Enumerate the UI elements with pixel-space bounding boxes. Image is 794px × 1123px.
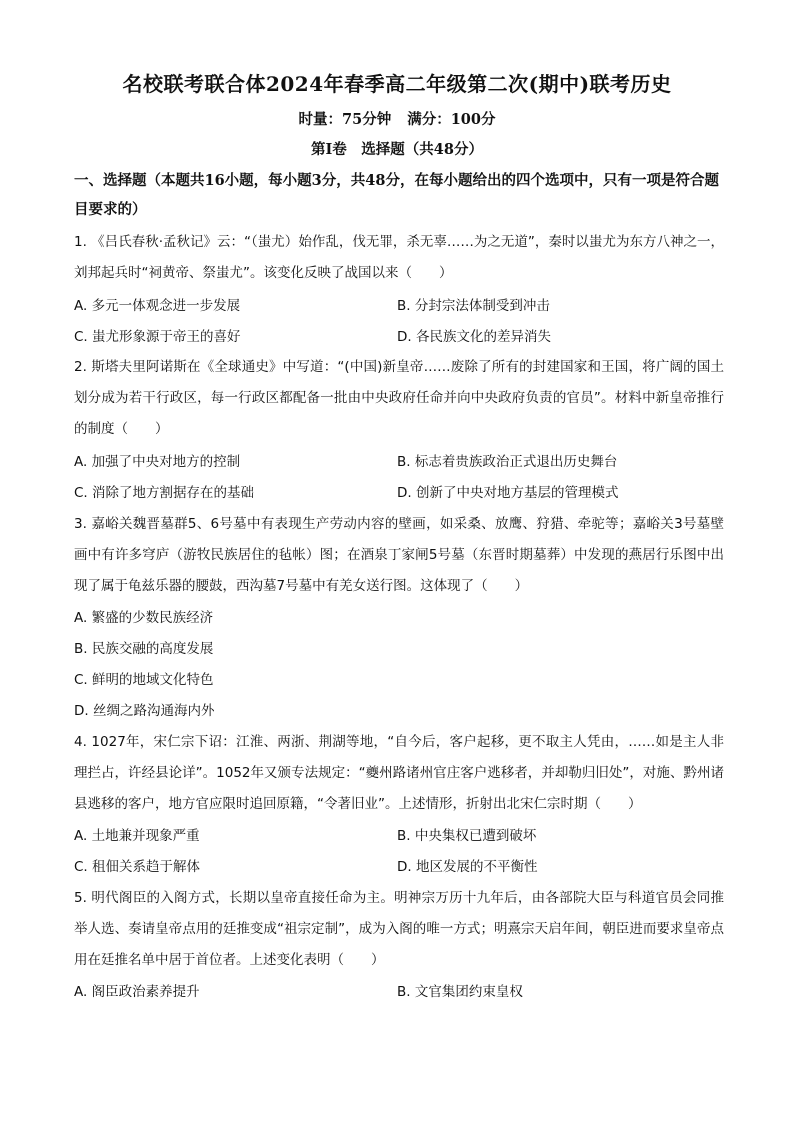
- question-5-option-b: B. 文官集团约束皇权: [397, 984, 523, 1000]
- exam-title: 名校联考联合体2024年春季高二年级第二次(期中)联考历史: [122, 72, 672, 96]
- question-4-option-b: B. 中央集权已遭到破坏: [397, 828, 537, 844]
- question-4-option-a: A. 土地兼并现象严重: [74, 828, 200, 844]
- question-4-option-d: D. 地区发展的不平衡性: [397, 859, 538, 875]
- question-4-option-c: C. 租佃关系趋于解体: [74, 859, 201, 875]
- question-4-stem: 4. 1027年，宋仁宗下诏：江淮、两浙、荆湖等地，“自今后，客户起移，更不取主人凭由，……如是主人非理拦占，许经县论详”。1052年又颁专法规定：“夔州路诸州官庄客户逃移者，并却勒归旧处”，对施、黔州诸县逃移的客户，地方官应限时追回原籍，“令著旧业”。上述情形，折射出北宋仁宗时期（ ）: [74, 734, 724, 812]
- question-3-option-b: B. 民族交融的高度发展: [74, 641, 214, 657]
- exam-time: 时量：75分钟: [298, 111, 392, 128]
- question-3-stem: 3. 嘉峪关魏晋墓群5、6号墓中有表现生产劳动内容的壁画，如采桑、放鹰、狩猎、牵驼等；嘉峪关3号墓壁画中有许多穹庐（游牧民族居住的毡帐）图；在酒泉丁家闸5号墓（东晋时期墓葬）中发现的燕居行乐图中出现了属于龟兹乐器的腰鼓，西沟墓7号墓中有羌女送行图。这体现了（ ）: [74, 516, 724, 594]
- question-1-option-b: B. 分封宗法体制受到冲击: [397, 298, 550, 314]
- question-1-option-c: C. 蚩尤形象源于帝王的喜好: [74, 329, 241, 345]
- question-5-stem: 5. 明代阁臣的入阁方式，长期以皇帝直接任命为主。明神宗万历十九年后，由各部院大臣与科道官员会同推举人选、奏请皇帝点用的廷推变成“祖宗定制”，成为入阁的唯一方式；明熹宗天启年间，朝臣进而要求皇帝点用在廷推名单中居于首位者。上述变化表明（ ）: [74, 890, 724, 968]
- exam-score: 满分：100分: [407, 111, 496, 128]
- question-2-stem: 2. 斯塔夫里阿诺斯在《全球通史》中写道：“(中国)新皇帝……废除了所有的封建国家和王国，将广阔的国土划分成为若干行政区，每一行政区都配备一批由中央政府任命并向中央政府负责的官员”。材料中新皇帝推行的制度（ ）: [74, 359, 724, 437]
- question-1-stem: 1. 《吕氏春秋·孟秋记》云：“（蚩尤）始作乱，伐无罪，杀无辜……为之无道”，秦时以蚩尤为东方八神之一，刘邦起兵时“祠黄帝、祭蚩尤”。该变化反映了战国以来（ ）: [74, 234, 724, 281]
- exam-meta: [0, 108, 794, 129]
- question-3-option-c: C. 鲜明的地域文化特色: [74, 672, 214, 688]
- question-2-option-d: D. 创新了中央对地方基层的管理模式: [397, 485, 619, 501]
- question-3-option-d: D. 丝绸之路沟通海内外: [74, 703, 215, 719]
- question-5-option-a: A. 阁臣政治素养提升: [74, 984, 200, 1000]
- volume-heading: 第Ⅰ卷 选择题（共48分）: [311, 141, 483, 158]
- section-heading: 一、选择题（本题共16小题，每小题3分，共48分，在每小题给出的四个选项中，只有一项是符合题目要求的）: [74, 172, 719, 218]
- question-1-option-d: D. 各民族文化的差异消失: [397, 329, 551, 345]
- question-2-option-c: C. 消除了地方割据存在的基础: [74, 485, 255, 501]
- question-2-option-a: A. 加强了中央对地方的控制: [74, 454, 241, 470]
- question-1-option-a: A. 多元一体观念进一步发展: [74, 298, 241, 314]
- question-3-option-a: A. 繁盛的少数民族经济: [74, 610, 214, 626]
- question-2-option-b: B. 标志着贵族政治正式退出历史舞台: [397, 454, 618, 470]
